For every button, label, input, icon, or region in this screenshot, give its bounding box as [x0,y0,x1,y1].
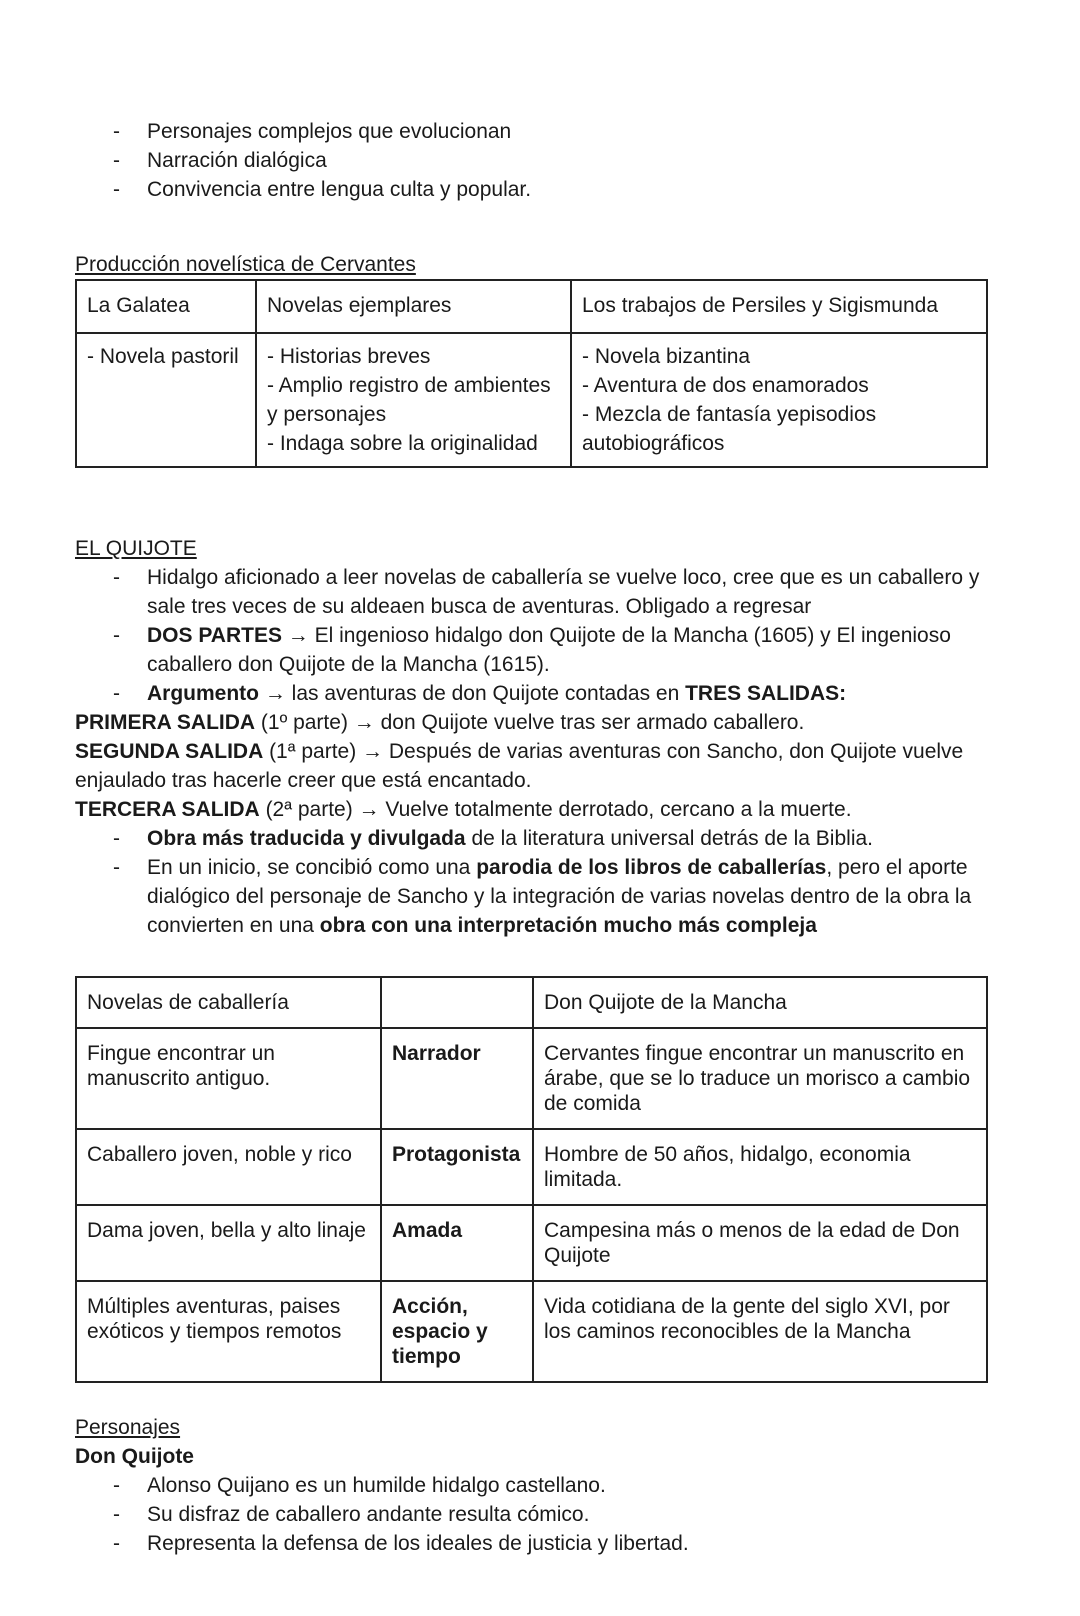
text: → El ingenioso hidalgo don Quijote de la Mancha (1605) y El ingenioso caballero don Quijote de la Mancha (1615). [147,624,951,676]
table-cell: Múltiples aventuras, paises exóticos y tiempos remotos [76,1281,381,1382]
list-item [75,824,990,853]
text: , pero el aporte dialógico del personaje de Sancho y la integración de varias novelas dentro de la obra la convierten en una [147,856,972,937]
table-header-cell [381,977,533,1028]
bold-text: PRIMERA SALIDA [75,711,256,734]
cell-line: - Novela pastoril [87,345,239,368]
list-item: - Convivencia entre lengua culta y popular. [75,175,990,204]
cell-line: - Mezcla de fantasía yepisodios autobiográficos [582,403,877,455]
list-item: - Alonso Quijano es un humilde hidalgo castellano. [75,1471,990,1500]
table-row [76,280,987,333]
bold-text: parodia de los libros de caballerías [476,856,827,879]
table-row [76,333,987,467]
table-header-cell: La Galatea [76,280,256,333]
cell-line: - Novela bizantina [582,345,751,368]
list-item: - Narración dialógica [75,146,990,175]
cell-line: - Indaga sobre la originalidad [267,432,538,455]
table-cell: Campesina más o menos de la edad de Don Quijote [533,1205,987,1281]
table-header-cell: Novelas de caballería [76,977,381,1028]
bold-text: Argumento [147,682,259,705]
section-heading-produccion: Producción novelística de Cervantes [75,253,416,276]
table-cell: Dama joven, bella y alto linaje [76,1205,381,1281]
table-cell: Vida cotidiana de la gente del siglo XVI, por los caminos reconocibles de la Mancha [533,1281,987,1382]
bold-text: DOS PARTES [147,624,282,647]
salida-segunda [75,737,990,795]
quijote-list [75,563,990,708]
table-cell: Narrador [381,1028,533,1129]
text: de la literatura universal detrás de la Biblia. [465,827,873,850]
list-item [75,679,990,708]
table-cell: Cervantes fingue encontrar un manuscrito en árabe, que se lo traduce un morisco a cambio de comida [533,1028,987,1129]
bold-text: obra con una interpretación mucho más compleja [319,914,817,937]
table-header-cell: Don Quijote de la Mancha [533,977,987,1028]
table-header-cell: Novelas ejemplares [256,280,571,333]
table-row [76,977,987,1028]
text: (1º parte) → don Quijote vuelve tras ser armado caballero. [255,711,805,734]
list-item [75,853,990,940]
comparison-table [75,976,988,1383]
list-item: - Hidalgo aficionado a leer novelas de caballería se vuelve loco, cree que es un caballero y sale tres veces de su aldeaen busca de aventuras. Obligado a regresar [75,563,990,621]
table-row [76,1129,987,1205]
table-cell [256,333,571,467]
list-item: - Representa la defensa de los ideales de justicia y libertad. [75,1529,990,1558]
table-cell: Fingue encontrar un manuscrito antiguo. [76,1028,381,1129]
salida-tercera [75,795,990,824]
table-cell: Caballero joven, noble y rico [76,1129,381,1205]
personajes-list [75,1471,990,1558]
section-heading-personajes: Personajes [75,1416,181,1439]
document-page [75,117,990,1558]
bold-text: SEGUNDA SALIDA [75,740,264,763]
table-header-cell: Los trabajos de Persiles y Sigismunda [571,280,987,333]
cell-line: - Aventura de dos enamorados [582,374,869,397]
text: → las aventuras de don Quijote contadas en [259,682,686,705]
bold-text: TRES SALIDAS: [685,682,847,705]
quijote-list-2 [75,824,990,940]
bold-text: Obra más traducida y divulgada [147,827,466,850]
list-item [75,621,990,679]
salida-primera [75,708,990,737]
text: (1ª parte) → Después de varias aventuras con Sancho, don Quijote vuelve enjaulado tras hacerle creer que está encantado. [75,740,964,792]
bold-text: TERCERA SALIDA [75,798,260,821]
intro-list [75,117,990,204]
table-cell [571,333,987,467]
text: En un inicio, se concibió como una [147,856,477,879]
produccion-table [75,279,988,468]
section-heading-quijote: EL QUIJOTE [75,537,197,560]
subheading-don-quijote: Don Quijote [75,1445,194,1468]
cell-line: - Historias breves [267,345,431,368]
cell-line: - Amplio registro de ambientes y personajes [267,374,551,426]
table-row [76,1281,987,1382]
table-row [76,1205,987,1281]
list-item: - Personajes complejos que evolucionan [75,117,990,146]
table-cell: Protagonista [381,1129,533,1205]
list-item: - Su disfraz de caballero andante resulta cómico. [75,1500,990,1529]
table-cell: Amada [381,1205,533,1281]
table-cell: Hombre de 50 años, hidalgo, economia limitada. [533,1129,987,1205]
table-row [76,1028,987,1129]
text: (2ª parte) → Vuelve totalmente derrotado, cercano a la muerte. [259,798,852,821]
table-cell [76,333,256,467]
table-cell: Acción, espacio y tiempo [381,1281,533,1382]
